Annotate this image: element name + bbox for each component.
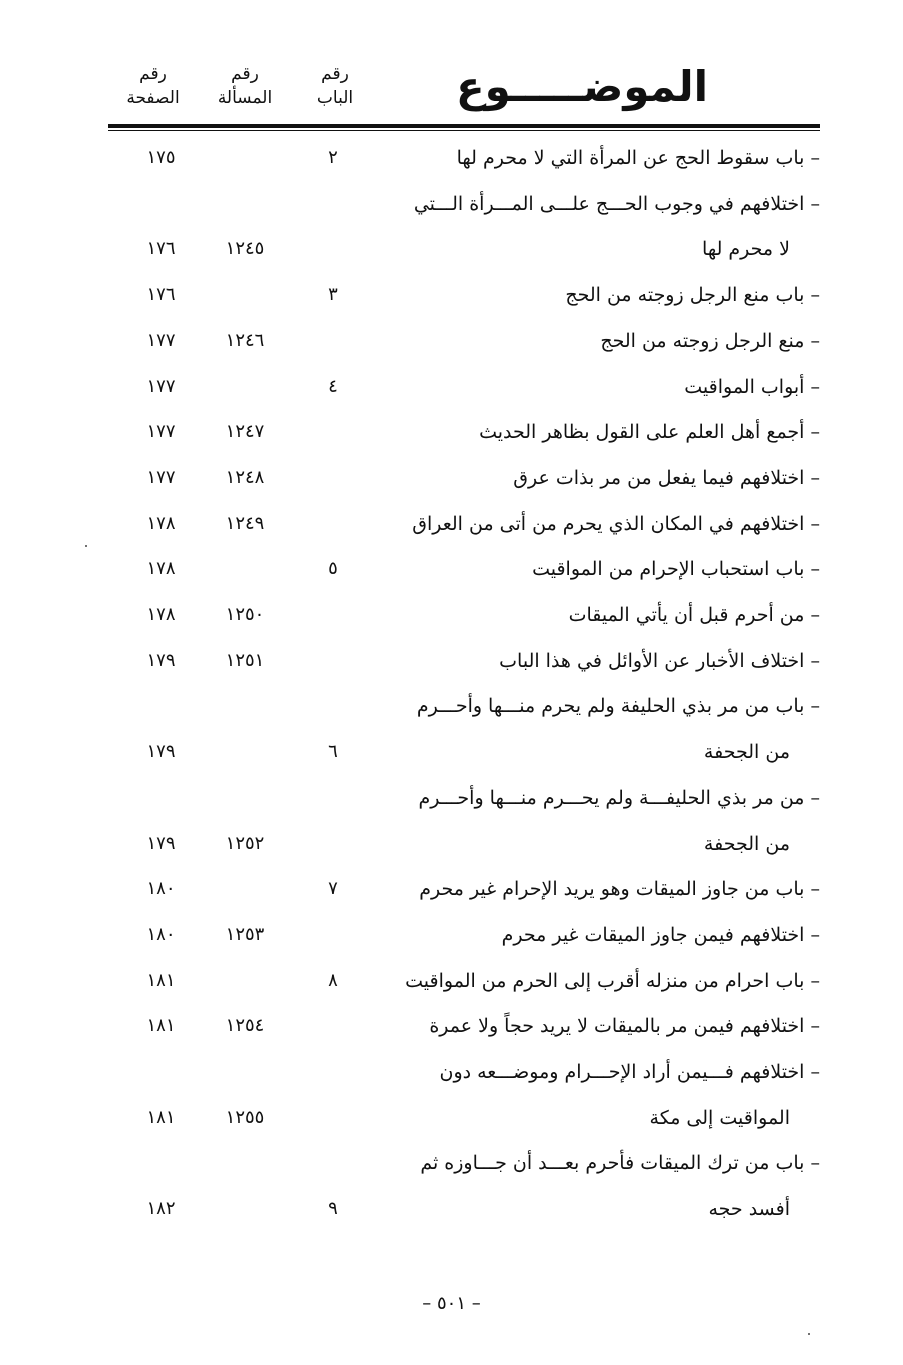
toc-page-number: ١٨١	[146, 969, 176, 991]
toc-topic: – اختلافهم في وجوب الحـــج علـــى المـــرأة الـــتي	[413, 192, 820, 215]
toc-bab-number: ٢	[328, 147, 338, 168]
toc-masala-number	[200, 272, 290, 318]
toc-bab-number	[308, 1095, 358, 1141]
toc-page-number: ١٧٨	[146, 558, 176, 580]
toc-topic: – من مر بذي الحليفـــة ولم يحـــرم منـــها وأحـــرم	[418, 786, 820, 809]
toc-bab-number	[308, 409, 358, 455]
safha-header-line1: رقم	[139, 64, 167, 84]
toc-masala-number	[200, 181, 290, 227]
toc-page-number: ١٧٦	[146, 284, 176, 306]
masala-column-header	[200, 62, 290, 110]
toc-topic: – أبواب المواقيت	[684, 375, 820, 398]
toc-topic: – من أحرم قبل أن يأتي الميقات	[568, 604, 820, 626]
toc-topic: – باب من ترك الميقات فأحرم بعـــد أن جـــاوزه ثم	[420, 1152, 820, 1175]
toc-bab-number: ٦	[328, 741, 338, 763]
toc-bab-number: ٥	[328, 558, 338, 580]
toc-row	[108, 226, 820, 272]
toc-topic: – باب احرام من منزله أقرب إلى الحرم من المواقيت	[405, 969, 820, 992]
toc-topic: أفسد حجه	[708, 1198, 790, 1221]
toc-row	[108, 1049, 820, 1095]
toc-topic: – أجمع أهل العلم على القول بظاهر الحديث	[479, 421, 820, 444]
toc-topic: – اختلاف الأخبار عن الأوائل في هذا الباب	[499, 649, 820, 672]
toc-row	[108, 1095, 820, 1141]
toc-page-number: ١٨٠	[146, 923, 176, 945]
toc-row	[108, 683, 820, 729]
toc-row	[108, 638, 820, 684]
bab-column-header	[305, 62, 365, 110]
toc-masala-number	[200, 729, 290, 775]
toc-page-number: ١٧٩	[146, 832, 176, 854]
toc-bab-number	[308, 775, 358, 821]
toc-masala-number: ١٢٥٥	[225, 1106, 265, 1128]
toc-masala-number: ١٢٥١	[225, 649, 265, 671]
toc-masala-number	[200, 1049, 290, 1095]
toc-masala-number	[200, 958, 290, 1004]
toc-topic: – اختلافهم فيما يفعل من مر بذات عرق	[513, 466, 820, 489]
toc-page-number: ١٧٧	[146, 329, 176, 351]
toc-masala-number: ١٢٥٢	[225, 832, 265, 854]
toc-masala-number	[200, 1140, 290, 1186]
toc-bab-number: ٧	[328, 878, 338, 900]
toc-bab-number	[308, 821, 358, 867]
toc-topic: – باب سقوط الحج عن المرأة التي لا محرم لها	[456, 147, 820, 169]
toc-topic: – منع الرجل زوجته من الحج	[600, 329, 820, 352]
toc-topic: – اختلافهم في المكان الذي يحرم من أتى من العراق	[412, 512, 820, 535]
toc-masala-number	[200, 546, 290, 592]
toc-topic: – باب من مر بذي الحليفة ولم يحرم منـــها وأحـــرم	[416, 695, 820, 718]
toc-masala-number	[200, 135, 290, 181]
toc-page-number	[116, 181, 206, 227]
toc-bab-number	[308, 501, 358, 547]
toc-topic: المواقيت إلى مكة	[649, 1106, 790, 1129]
toc-masala-number: ١٢٥٠	[225, 604, 265, 625]
toc-page-number: ١٨١	[146, 1106, 176, 1128]
toc-masala-number: ١٢٤٦	[225, 329, 265, 351]
toc-topic: من الجحفة	[703, 832, 790, 855]
toc-bab-number	[308, 592, 358, 638]
toc-bab-number: ٨	[328, 969, 338, 991]
toc-topic: – اختلافهم فيمن مر بالميقات لا يريد حجاً ولا عمرة	[429, 1015, 820, 1038]
toc-bab-number	[308, 1003, 358, 1049]
toc-page-number: ١٧٦	[146, 238, 176, 260]
toc-topic: – باب استحباب الإحرام من المواقيت	[532, 558, 820, 581]
toc-masala-number: ١٢٥٤	[225, 1015, 265, 1037]
toc-page-number: ١٧٧	[146, 466, 176, 488]
toc-bab-number	[308, 318, 358, 364]
toc-row	[108, 546, 820, 592]
safha-header-line2: الصفحة	[126, 88, 180, 108]
toc-bab-number	[308, 455, 358, 501]
toc-bab-number: ٩	[328, 1198, 338, 1220]
toc-bab-number	[308, 638, 358, 684]
toc-page-number: ١٨٠	[146, 878, 176, 900]
toc-row	[108, 866, 820, 912]
toc-row	[108, 912, 820, 958]
bab-header-line1: رقم	[321, 64, 349, 84]
masala-header-line2: المسألة	[217, 88, 273, 108]
scan-speck	[85, 545, 87, 547]
toc-bab-number	[308, 181, 358, 227]
toc-row	[108, 181, 820, 227]
toc-row	[108, 501, 820, 547]
toc-topic: – اختلافهم فيمن جاوز الميقات غير محرم	[501, 923, 820, 946]
toc-page-number: ١٧٥	[146, 147, 176, 168]
toc-masala-number: ١٢٤٩	[225, 512, 265, 534]
toc-bab-number	[308, 1140, 358, 1186]
toc-page-number	[116, 1140, 206, 1186]
toc-row	[108, 775, 820, 821]
toc-row	[108, 364, 820, 410]
toc-topic: – اختلافهم فـــيمن أراد الإحـــرام وموضـــعه دون	[439, 1061, 820, 1083]
page-number: – ٥٠١ –	[422, 1293, 481, 1314]
toc-row	[108, 318, 820, 364]
bab-header-line2: الباب	[316, 88, 354, 108]
toc-bab-number	[308, 683, 358, 729]
toc-row	[108, 1003, 820, 1049]
header-rule-thick	[108, 124, 820, 128]
topic-column-header: الموضـــــوع	[455, 62, 708, 111]
toc-masala-number: ١٢٤٨	[225, 466, 265, 488]
toc-topic: من الجحفة	[703, 741, 790, 764]
toc-page-number	[116, 683, 206, 729]
toc-row	[108, 135, 820, 181]
toc-page-number: ١٧٩	[146, 649, 176, 671]
toc-page-number: ١٧٧	[146, 375, 176, 397]
toc-bab-number	[308, 226, 358, 272]
toc-bab-number: ٣	[328, 284, 338, 306]
toc-row	[108, 1186, 820, 1232]
toc-masala-number: ١٢٤٧	[225, 421, 265, 443]
toc-row	[108, 272, 820, 318]
toc-page-number: ١٧٨	[146, 604, 176, 625]
toc-bab-number	[308, 1049, 358, 1095]
safha-column-header	[108, 62, 198, 110]
toc-bab-number: ٤	[328, 375, 338, 397]
toc-row	[108, 409, 820, 455]
toc-page-number: ١٨١	[146, 1015, 176, 1037]
toc-masala-number	[200, 866, 290, 912]
toc-page-number	[116, 1049, 206, 1095]
scan-speck	[808, 1333, 810, 1335]
toc-topic: – باب منع الرجل زوجته من الحج	[565, 284, 820, 307]
toc-topic: – باب من جاوز الميقات وهو يريد الإحرام غير محرم	[419, 878, 820, 901]
toc-masala-number: ١٢٤٥	[225, 238, 265, 260]
header-rule-thin	[108, 130, 820, 131]
toc-row	[108, 455, 820, 501]
toc-bab-number	[308, 912, 358, 958]
toc-masala-number: ١٢٥٣	[225, 923, 265, 945]
toc-page-number: ١٨٢	[146, 1198, 176, 1220]
toc-row	[108, 592, 820, 638]
toc-page-number: ١٧٧	[146, 421, 176, 443]
toc-row	[108, 1140, 820, 1186]
toc-page-number: ١٧٨	[146, 512, 176, 534]
masala-header-line1: رقم	[231, 64, 259, 84]
toc-page-number: ١٧٩	[146, 741, 176, 763]
toc-masala-number	[200, 775, 290, 821]
toc-row	[108, 729, 820, 775]
toc-row	[108, 958, 820, 1004]
toc-topic: لا محرم لها	[702, 238, 790, 261]
toc-row	[108, 821, 820, 867]
toc-masala-number	[200, 1186, 290, 1232]
toc-page-number	[116, 775, 206, 821]
toc-masala-number	[200, 683, 290, 729]
toc-masala-number	[200, 364, 290, 410]
